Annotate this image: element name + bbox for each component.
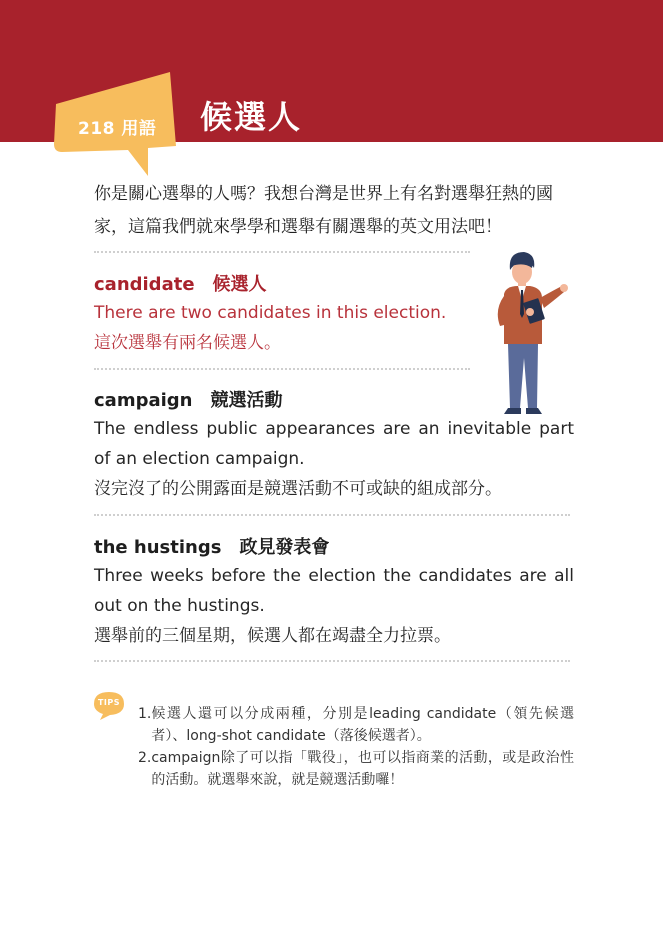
tips-list (138, 703, 574, 791)
example-translation: 這次選舉有兩名候選人。 (94, 333, 281, 353)
intro-paragraph: 你是關心選舉的人嗎？我想台灣是世界上有名對選舉狂熱的國家，這篇我們就來學學和選舉有關選舉的英文用法吧！ (94, 184, 553, 237)
term-zh: 政見發表會 (239, 537, 330, 558)
example-sentence: The endless public appearances are an inevitable part of an election campaign. (94, 419, 574, 469)
divider (94, 514, 570, 516)
term-heading (94, 272, 446, 298)
term-en: the hustings (94, 537, 222, 558)
term-zh: 競選活動 (210, 390, 283, 411)
tip-text: 候選人還可以分成兩種，分別是leading candidate（領先候選者）、long-shot candidate（落後候選者）。 (151, 706, 574, 744)
tips-label: TIPS (97, 698, 121, 707)
divider (94, 660, 570, 662)
section-badge: 218 用語 (78, 119, 157, 139)
example-translation: 沒完沒了的公開露面是競選活動不可或缺的組成部分。 (94, 479, 502, 499)
example-sentence: Three weeks before the election the candidates are all out on the hustings. (94, 566, 574, 616)
page-title: 候選人 (200, 98, 303, 136)
term-heading (94, 535, 574, 561)
divider (94, 368, 470, 370)
tip-text: campaign除了可以指「戰役」，也可以指商業的活動，或是政治性的活動。就選舉來說，就是競選活動囉！ (151, 750, 574, 788)
tip-item (138, 703, 574, 747)
entry-the-hustings (94, 535, 574, 651)
term-en: campaign (94, 390, 193, 411)
tip-number: 2. (138, 750, 152, 766)
tip-number: 1. (138, 706, 152, 722)
example-translation: 選舉前的三個星期，候選人都在竭盡全力拉票。 (94, 626, 451, 646)
tip-item (138, 747, 574, 791)
term-en: candidate (94, 274, 195, 295)
example-sentence: There are two candidates in this election. (94, 303, 447, 323)
term-zh: 候選人 (212, 274, 267, 295)
entry-campaign (94, 388, 574, 504)
divider (94, 251, 470, 253)
entry-candidate (94, 272, 446, 358)
term-heading (94, 388, 574, 414)
